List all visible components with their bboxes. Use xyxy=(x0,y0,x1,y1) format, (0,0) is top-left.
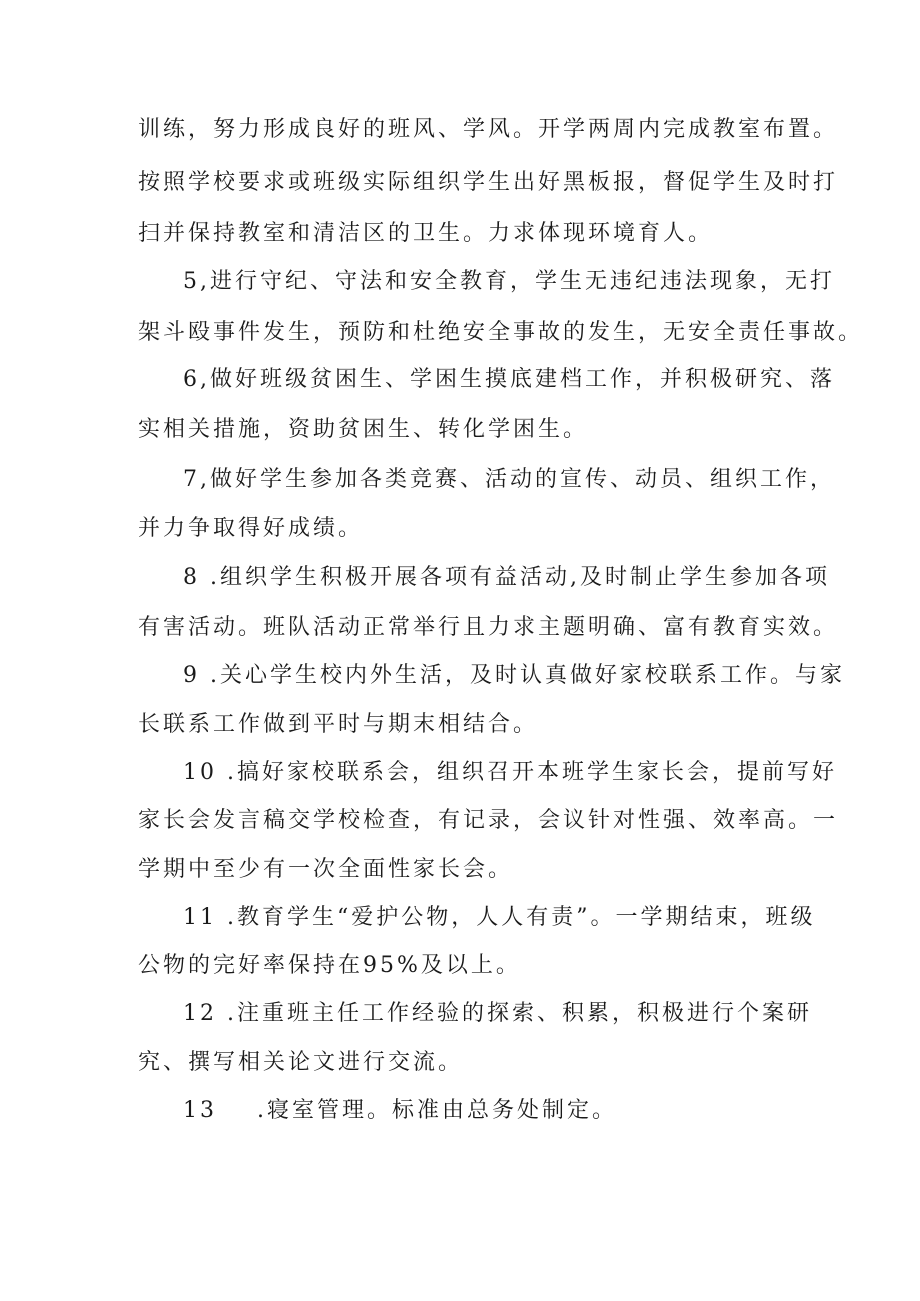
text-line: 9 .关心学生校内外生活，及时认真做好家校联系工作。与家 xyxy=(183,663,845,688)
text-line: 训练，努力形成良好的班风、学风。开学两周内完成教室布置。 xyxy=(138,117,839,142)
text-line: 究、撰写相关论文进行交流。 xyxy=(138,1050,464,1075)
text-line: 8 .组织学生积极开展各项有益活动,及时制止学生参加各项 xyxy=(183,565,830,590)
text-line: 11 .教育学生“爱护公物，人人有责”。一学期结束，班级 xyxy=(183,905,816,930)
text-line: 公物的完好率保持在95%及以上。 xyxy=(138,953,521,978)
text-line: 13 .寝室管理。标准由总务处制定。 xyxy=(183,1098,617,1123)
text-line: 有害活动。班队活动正常举行且力求主题明确、富有教育实效。 xyxy=(138,615,839,640)
text-line: 扫并保持教室和清洁区的卫生。力求体现环境育人。 xyxy=(138,221,714,246)
text-line: 5,进行守纪、守法和安全教育，学生无违纪违法现象，无打 xyxy=(183,269,835,294)
text-line: 并力争取得好成绩。 xyxy=(138,516,364,541)
text-line: 10 .搞好家校联系会，组织召开本班学生家长会，提前写好 xyxy=(183,760,837,785)
text-line: 按照学校要求或班级实际组织学生出好黑板报，督促学生及时打 xyxy=(138,170,839,195)
text-line: 架斗殴事件发生，预防和杜绝安全事故的发生，无安全责任事故。 xyxy=(138,320,864,345)
text-line: 12 .注重班主任工作经验的探索、积累，积极进行个案研 xyxy=(183,1001,812,1026)
text-line: 6,做好班级贫困生、学困生摸底建档工作，并积极研究、落 xyxy=(183,367,835,392)
text-line: 7,做好学生参加各类竞赛、活动的宣传、动员、组织工作， xyxy=(183,467,835,492)
text-line: 长联系工作做到平时与期末相结合。 xyxy=(138,712,539,737)
text-line: 实相关措施，资助贫困生、转化学困生。 xyxy=(138,417,589,442)
text-line: 家长会发言稿交学校检查，有记录，会议针对性强、效率高。一 xyxy=(138,808,839,833)
text-line: 学期中至少有一次全面性家长会。 xyxy=(138,857,514,882)
